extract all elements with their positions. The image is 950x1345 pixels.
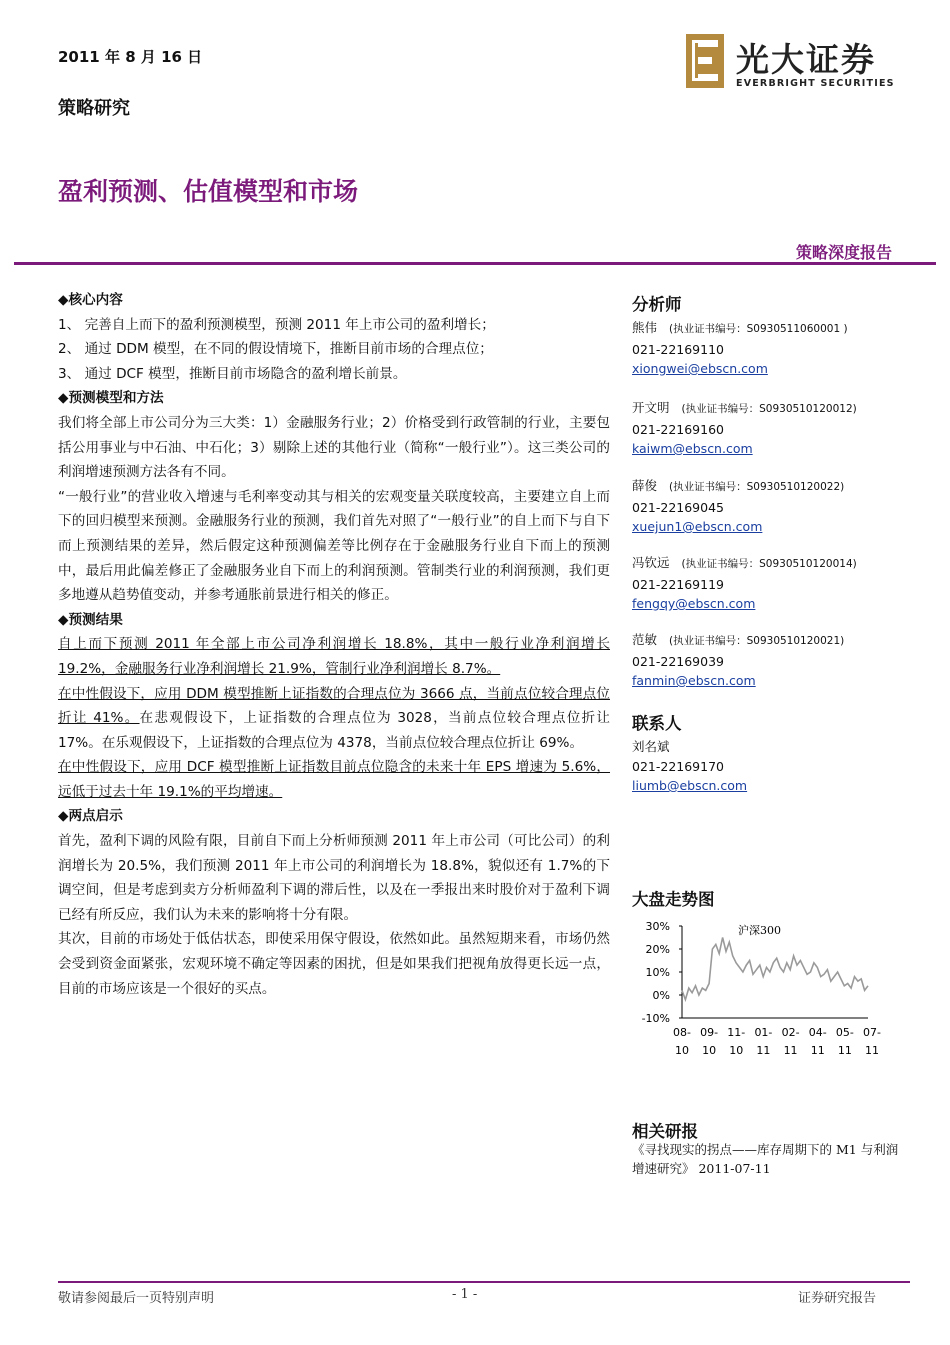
logo-chinese-name: 光大证券 <box>736 40 876 79</box>
analyst-email-link[interactable]: xiongwei@ebscn.com <box>632 361 768 376</box>
analyst-phone: 021-22169160 <box>632 421 724 437</box>
main-content <box>58 288 610 1001</box>
analyst-name: 范敏 <box>632 632 658 647</box>
results-ddm-scenarios: 在悲观假设下，上证指数的合理点位为 3028，当前点位较合理点位折让 17%。在乐观假设下，上证指数的合理点位为 4378，当前点位较合理点位折让 69%。 <box>58 710 610 751</box>
x-tick-label: 10 <box>729 1044 744 1057</box>
analyst-email-link[interactable]: xuejun1@ebscn.com <box>632 519 763 534</box>
method-paragraph-1: 我们将全部上市公司分为三大类：1）金融服务行业；2）价格受到行政管制的行业，主要包括公用事业与中石油、中石化；3）剔除上述的其他行业（简称“一般行业”）。这三类公司的利润增速预测方法各有不同。 <box>58 414 610 481</box>
results-heading: ◆预测结果 <box>58 611 123 628</box>
analyst-name: 冯钦远 <box>632 555 670 570</box>
insights-heading: ◆两点启示 <box>58 808 123 825</box>
analyst-phone: 021-22169045 <box>632 499 724 515</box>
y-tick-label: -10% <box>641 1012 670 1025</box>
report-type-label: 策略深度报告 <box>795 243 892 262</box>
x-tick-label: 11 <box>756 1044 771 1057</box>
core-item-3: 3、 通过 DCF 模型，推断目前市场隐含的盈利增长前景。 <box>58 365 407 382</box>
method-heading: ◆预测模型和方法 <box>58 390 164 407</box>
analyst-phone: 021-22169039 <box>632 653 724 669</box>
report-category: 策略研究 <box>58 98 130 119</box>
core-item-1: 1、 完善自上而下的盈利预测模型，预测 2011 年上市公司的盈利增长； <box>58 316 495 333</box>
contact-heading: 联系人 <box>632 714 682 733</box>
market-trend-chart <box>632 912 902 1062</box>
analyst-card <box>632 318 912 379</box>
analyst-email-link[interactable]: fanmin@ebscn.com <box>632 673 756 688</box>
analyst-card <box>632 476 912 537</box>
method-paragraph-2: “一般行业”的营业收入增速与毛利率变动其与相关的宏观变量关联度较高，主要建立自上而下的回归模型来预测。金融服务行业的预测，我们首先对照了“一般行业”的自上而下与自下而上预测结果的差异，然后假定这种预测偏差等比例存在于金融服务行业自下而上的预测中，最后用此偏差修正了金融服务业自下而上的利润预测。管制类行业的利润预测，我们更多地遵从趋势值变动，并参考通胀前景进行相关的修正。 <box>58 488 610 604</box>
footer-divider <box>58 1281 910 1283</box>
x-tick-label: 02- <box>781 1026 800 1039</box>
core-item-2: 2、 通过 DDM 模型，在不同的假设情境下，推断目前市场的合理点位； <box>58 341 493 358</box>
x-tick-label: 10 <box>675 1044 689 1057</box>
results-ddm-neutral: 在中性假设下，应用 DDM 模型推断上证指数的合理点位为 3666 点，当前点位较合理点位折让 41%。 <box>58 685 610 727</box>
legend-label: 沪深300 <box>738 924 781 937</box>
analyst-cert: (执业证书编号：S0930510120014) <box>681 558 857 570</box>
analyst-card <box>632 553 912 614</box>
report-date: 2011 年 8 月 16 日 <box>58 48 203 66</box>
x-tick-label: 10 <box>702 1044 717 1057</box>
everbright-logo-icon <box>686 34 724 88</box>
core-heading: ◆核心内容 <box>58 292 123 308</box>
series-line-hs300 <box>682 938 868 1000</box>
footer-disclaimer: 敬请参阅最后一页特别声明 <box>58 1291 215 1306</box>
footer-report-label: 证券研究报告 <box>798 1291 877 1306</box>
analyst-name: 开文明 <box>632 400 670 415</box>
y-tick-label: 30% <box>645 920 670 933</box>
x-tick-label: 11 <box>783 1044 798 1057</box>
analyst-phone: 021-22169110 <box>632 341 724 357</box>
x-tick-label: 09- <box>700 1026 719 1039</box>
x-tick-label: 05- <box>835 1026 854 1039</box>
analyst-card <box>632 630 912 691</box>
y-tick-label: 20% <box>645 943 670 956</box>
analyst-email-link[interactable]: kaiwm@ebscn.com <box>632 441 753 456</box>
related-heading: 相关研报 <box>632 1122 698 1141</box>
x-tick-label: 07- <box>863 1026 881 1039</box>
analyst-card <box>632 398 912 459</box>
contact-name: 刘名斌 <box>632 739 670 754</box>
x-tick-label: 11 <box>810 1044 825 1057</box>
y-tick-label: 10% <box>645 966 670 979</box>
x-tick-label: 11 <box>837 1044 852 1057</box>
page-number: - 1 - <box>452 1287 478 1302</box>
chart-heading: 大盘走势图 <box>632 890 715 909</box>
contact-card <box>632 737 912 796</box>
x-tick-label: 04- <box>808 1026 827 1039</box>
analyst-cert: (执业证书编号：S0930510120022) <box>669 481 845 493</box>
analyst-name: 薛俊 <box>632 478 658 493</box>
analysts-heading: 分析师 <box>632 295 682 314</box>
results-paragraph-1: 自上而下预测 2011 年全部上市公司净利润增长 18.8%，其中一般行业净利润增长 19.2%，金融服务行业净利润增长 21.9%，管制行业净利润增长 8.7%。 <box>58 636 610 677</box>
related-report-text: 《寻找现实的拐点——库存周期下的 M1 与利润增速研究》 2011-07-11 <box>632 1142 899 1176</box>
header-divider <box>14 262 936 265</box>
page-title: 盈利预测、估值模型和市场 <box>58 177 359 206</box>
contact-email-link[interactable]: liumb@ebscn.com <box>632 778 748 793</box>
x-tick-label: 08- <box>673 1026 691 1039</box>
x-tick-label: 01- <box>754 1026 773 1039</box>
x-tick-label: 11 <box>865 1044 879 1057</box>
brand-logo <box>686 34 901 92</box>
analyst-name: 熊伟 <box>632 320 658 335</box>
results-paragraph-2 <box>58 682 610 756</box>
analyst-phone: 021-22169119 <box>632 576 724 592</box>
analyst-cert: (执业证书编号：S0930511060001 ) <box>669 323 848 335</box>
analyst-email-link[interactable]: fengqy@ebscn.com <box>632 596 756 611</box>
logo-english-name: EVERBRIGHT SECURITIES <box>736 78 895 89</box>
results-paragraph-3: 在中性假设下，应用 DCF 模型推断上证指数目前点位隐含的未来十年 EPS 增速为 5.6%，远低于过去十年 19.1%的平均增速。 <box>58 759 610 800</box>
analyst-cert: (执业证书编号：S0930510120021) <box>669 635 845 647</box>
contact-phone: 021-22169170 <box>632 758 724 774</box>
insights-paragraph-1: 首先，盈利下调的风险有限，目前自下而上分析师预测 2011 年上市公司（可比公司）的利润增长为 20.5%，我们预测 2011 年上市公司的利润增长为 18.8%，貌似还有 1.7%的下调空间，但是考虑到卖方分析师盈利下调的滞后性，以及在一季报出来时股价对于盈利下调已经有所反应，我们认为未来的影响将十分有限。 <box>58 833 610 923</box>
insights-paragraph-2: 其次，目前的市场处于低估状态，即使采用保守假设，依然如此。虽然短期来看，市场仍然会受到资金面紧张，宏观环境不确定等因素的困扰，但是如果我们把视角放得更长远一点，目前的市场应该是一个很好的买点。 <box>58 931 610 997</box>
y-tick-label: 0% <box>652 989 670 1002</box>
analyst-cert: (执业证书编号：S0930510120012) <box>681 403 857 415</box>
x-tick-label: 11- <box>727 1026 746 1039</box>
